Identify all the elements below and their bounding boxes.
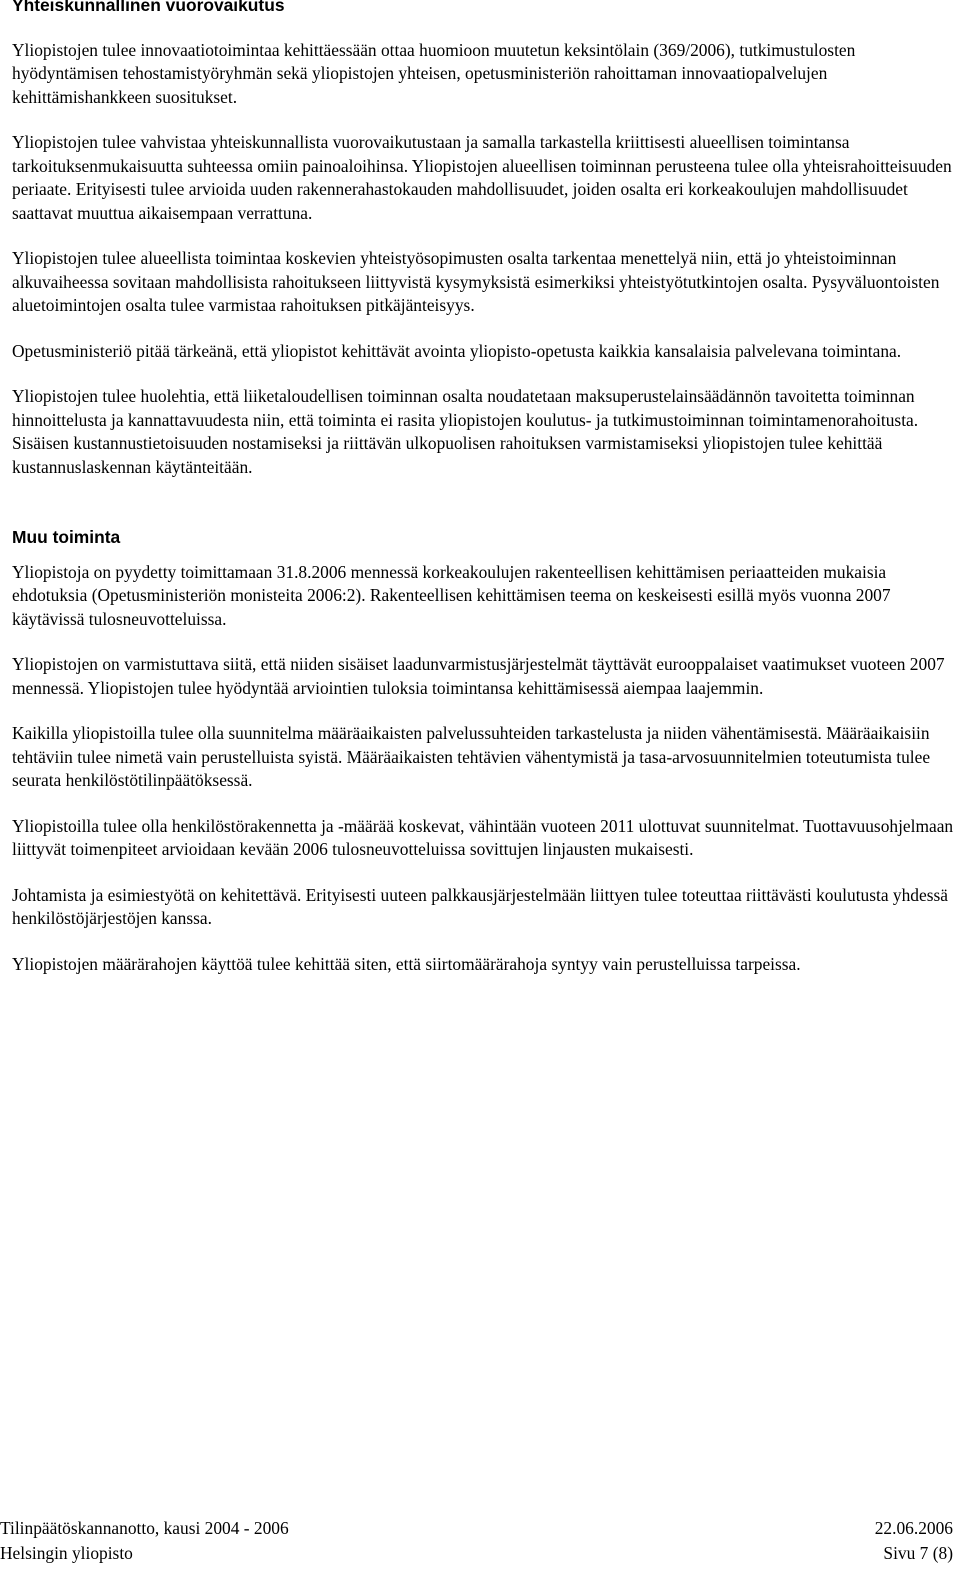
paragraph: Yliopistoja on pyydetty toimittamaan 31.8.2006 mennessä korkeakoulujen rakenteellisen kehittämisen periaatteiden mukaisia ehdotuksia (Opetusministeriön monisteita 2006:2). Rakenteellisen kehittämisen teema on keskeisesti esillä myös vuonna 2007 käytävissä tulosneuvotteluissa. bbox=[12, 561, 891, 629]
paragraph: Yliopistojen tulee huolehtia, että liiketaloudellisen toiminnan osalta noudatetaan maksuperustelainsäädännön tavoitetta toiminnan hinnoittelusta ja kannattavuudesta niin, että toiminta ei rasita yliopistojen koulutus- ja tutkimustoiminnan toimintamenorahoitusta. Sisäisen kustannustietoisuuden nostamiseksi ja riittävän ulkopuolisen rahoituksen varmistamiseksi yliopistojen tulee kehittää kustannuslaskennan käytänteitään. bbox=[12, 386, 919, 477]
section-heading-societal-interaction: Yhteiskunnallinen vuorovaikutus bbox=[12, 0, 285, 15]
paragraph: Yliopistojen tulee vahvistaa yhteiskunnallista vuorovaikutustaan ja samalla tarkastella kriittisesti alueellisen toimintansa tarkoituksenmukaisuutta suhteessa omiin painoaloihinsa. Yliopistojen alueellisen toiminnan perusteena tulee olla yhteisrahoitteisuuden periaate. Erityisesti tulee arvioida uuden rakennerahastokauden mahdollisuudet, joiden osalta eri korkeakoulujen mahdollisuudet saattavat muuttua aikaisempaan verrattuna. bbox=[12, 132, 952, 223]
footer-document-title: Tilinpäätöskannanotto, kausi 2004 - 2006 bbox=[0, 1518, 289, 1538]
footer-row-bottom bbox=[0, 1541, 953, 1566]
paragraph: Kaikilla yliopistoilla tulee olla suunnitelma määräaikaisten palvelussuhteiden tarkastelusta ja niiden vähentämisestä. Määräaikaisiin tehtäviin tulee nimetä vain perustelluista syistä. Määräaikaisten tehtävien vähentymistä ja tasa-arvosuunnitelmien toteutumista tulee seurata henkilöstötilinpäätöksessä. bbox=[12, 723, 931, 790]
footer-page-number: Sivu 7 (8) bbox=[883, 1542, 953, 1563]
page-footer bbox=[0, 1516, 953, 1565]
paragraph: Yliopistojen määrärahojen käyttöä tulee kehittää siten, että siirtomäärärahoja syntyy vain perustelluissa tarpeissa. bbox=[12, 953, 801, 974]
paragraph: Yliopistojen tulee alueellista toimintaa koskevien yhteistyösopimusten osalta tarkentaa menettelyä niin, että jo yhteistoiminnan alkuvaiheessa sovitaan mahdollisista rahoitukseen liittyvistä kysymyksistä esimerkiksi yhteistyötutkintojen osalta. Pysyväluontoisten aluetoimintojen osalta tulee varmistaa rahoituksen pitkäjänteisyys. bbox=[12, 248, 940, 315]
paragraph: Yliopistoilla tulee olla henkilöstörakennetta ja -määrää koskevat, vähintään vuoteen 2011 ulottuvat suunnitelmat. Tuottavuusohjelmaan liittyvät toimenpiteet arvioidaan kevään 2006 tulosneuvotteluissa sovittujen linjausten mukaisesti. bbox=[12, 815, 954, 859]
paragraph: Yliopistojen tulee innovaatiotoimintaa kehittäessään ottaa huomioon muutetun keksintölain (369/2006), tutkimustulosten hyödyntämisen tehostamistyöryhmän sekä yliopistojen yhteisen, opetusministeriön rahoittaman innovaatiopalvelujen kehittämishankkeen suositukset. bbox=[12, 39, 856, 107]
document-body bbox=[12, 0, 958, 998]
paragraph: Opetusministeriö pitää tärkeänä, että yliopistot kehittävät avointa yliopisto-opetusta kaikkia kansalaisia palvelevana toimintana. bbox=[12, 340, 902, 361]
paragraph: Yliopistojen on varmistuttava siitä, että niiden sisäiset laadunvarmistusjärjestelmät täyttävät eurooppalaiset vaatimukset vuoteen 2007 mennessä. Yliopistojen tulee hyödyntää arviointien tuloksia toimintansa kehittämisessä aiempaa laajemmin. bbox=[12, 654, 945, 698]
section-heading-other-activities: Muu toiminta bbox=[12, 527, 121, 547]
footer-date: 22.06.2006 bbox=[874, 1518, 953, 1538]
paragraph: Johtamista ja esimiestyötä on kehitettävä. Erityisesti uuteen palkkausjärjestelmään liittyen tulee toteuttaa riittävästi koulutusta yhdessä henkilöstöjärjestöjen kanssa. bbox=[12, 884, 948, 928]
footer-organization: Helsingin yliopisto bbox=[0, 1542, 133, 1563]
footer-row-top bbox=[0, 1516, 953, 1541]
